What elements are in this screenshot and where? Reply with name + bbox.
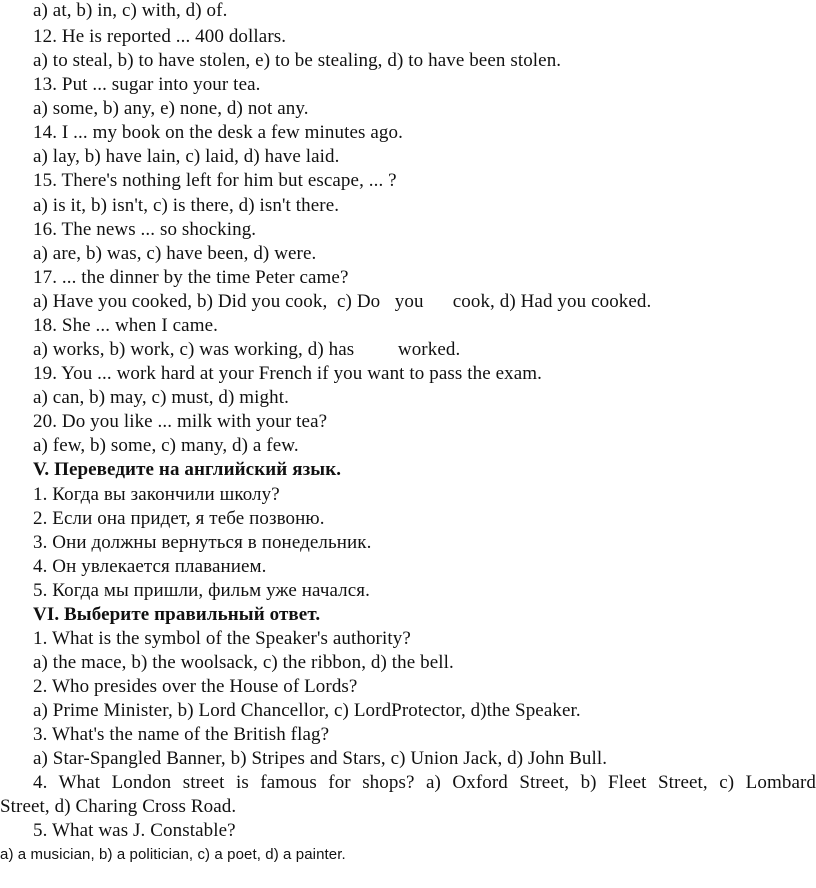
answer-options-11: a) at, b) in, c) with, d) of. [33, 0, 228, 21]
section-heading-vi: VI. Выберите правильный ответ. [33, 604, 321, 625]
question-14: 14. I ... my book on the desk a few minutes ago. [33, 122, 403, 143]
answer-options-20: a) few, b) some, c) many, d) a few. [33, 435, 299, 456]
question-16: 16. The news ... so shocking. [33, 219, 257, 240]
answer-options-13: a) some, b) any, e) none, d) not any. [33, 98, 309, 119]
quiz-options-3: a) Star-Spangled Banner, b) Stripes and Stars, c) Union Jack, d) John Bull. [33, 748, 608, 769]
translation-item-4: 4. Он увлекается плаванием. [33, 556, 267, 577]
translation-item-1: 1. Когда вы закончили школу? [33, 484, 280, 505]
answer-options-12: a) to steal, b) to have stolen, e) to be stealing, d) to have been stolen. [33, 50, 562, 71]
answer-options-14: a) lay, b) have lain, c) laid, d) have laid. [33, 146, 340, 167]
quiz-question-4-continuation: Street, d) Charing Cross Road. [0, 796, 237, 817]
answer-options-17: a) Have you cooked, b) Did you cook, c) Do you cook, d) Had you cooked. [33, 291, 652, 312]
quiz-question-1: 1. What is the symbol of the Speaker's authority? [33, 628, 411, 649]
quiz-options-2: a) Prime Minister, b) Lord Chancellor, c) LordProtector, d)the Speaker. [33, 700, 581, 721]
answer-options-16: a) are, b) was, c) have been, d) were. [33, 243, 317, 264]
answer-options-19: a) can, b) may, c) must, d) might. [33, 387, 289, 408]
question-17: 17. ... the dinner by the time Peter came? [33, 267, 349, 288]
quiz-question-4: 4. What London street is famous for shops? a) Oxford Street, b) Fleet Street, c) Lombard [33, 772, 816, 793]
quiz-question-2: 2. Who presides over the House of Lords? [33, 676, 358, 697]
question-13: 13. Put ... sugar into your tea. [33, 74, 261, 95]
answer-options-18: a) works, b) work, c) was working, d) has worked. [33, 339, 461, 360]
translation-item-5: 5. Когда мы пришли, фильм уже начался. [33, 580, 370, 601]
quiz-options-5: a) a musician, b) a politician, c) a poet, d) a painter. [0, 846, 346, 863]
quiz-question-5: 5. What was J. Constable? [33, 820, 236, 841]
question-15: 15. There's nothing left for him but escape, ... ? [33, 170, 397, 191]
question-18: 18. She ... when I came. [33, 315, 218, 336]
question-20: 20. Do you like ... milk with your tea? [33, 411, 328, 432]
quiz-question-3: 3. What's the name of the British flag? [33, 724, 330, 745]
question-12: 12. He is reported ... 400 dollars. [33, 26, 287, 47]
translation-item-2: 2. Если она придет, я тебе позвоню. [33, 508, 325, 529]
quiz-options-1: a) the mace, b) the woolsack, c) the ribbon, d) the bell. [33, 652, 454, 673]
translation-item-3: 3. Они должны вернуться в понедельник. [33, 532, 372, 553]
answer-options-15: a) is it, b) isn't, c) is there, d) isn't there. [33, 195, 340, 216]
section-heading-v: V. Переведите на английский язык. [33, 459, 342, 480]
question-19: 19. You ... work hard at your French if you want to pass the exam. [33, 363, 542, 384]
